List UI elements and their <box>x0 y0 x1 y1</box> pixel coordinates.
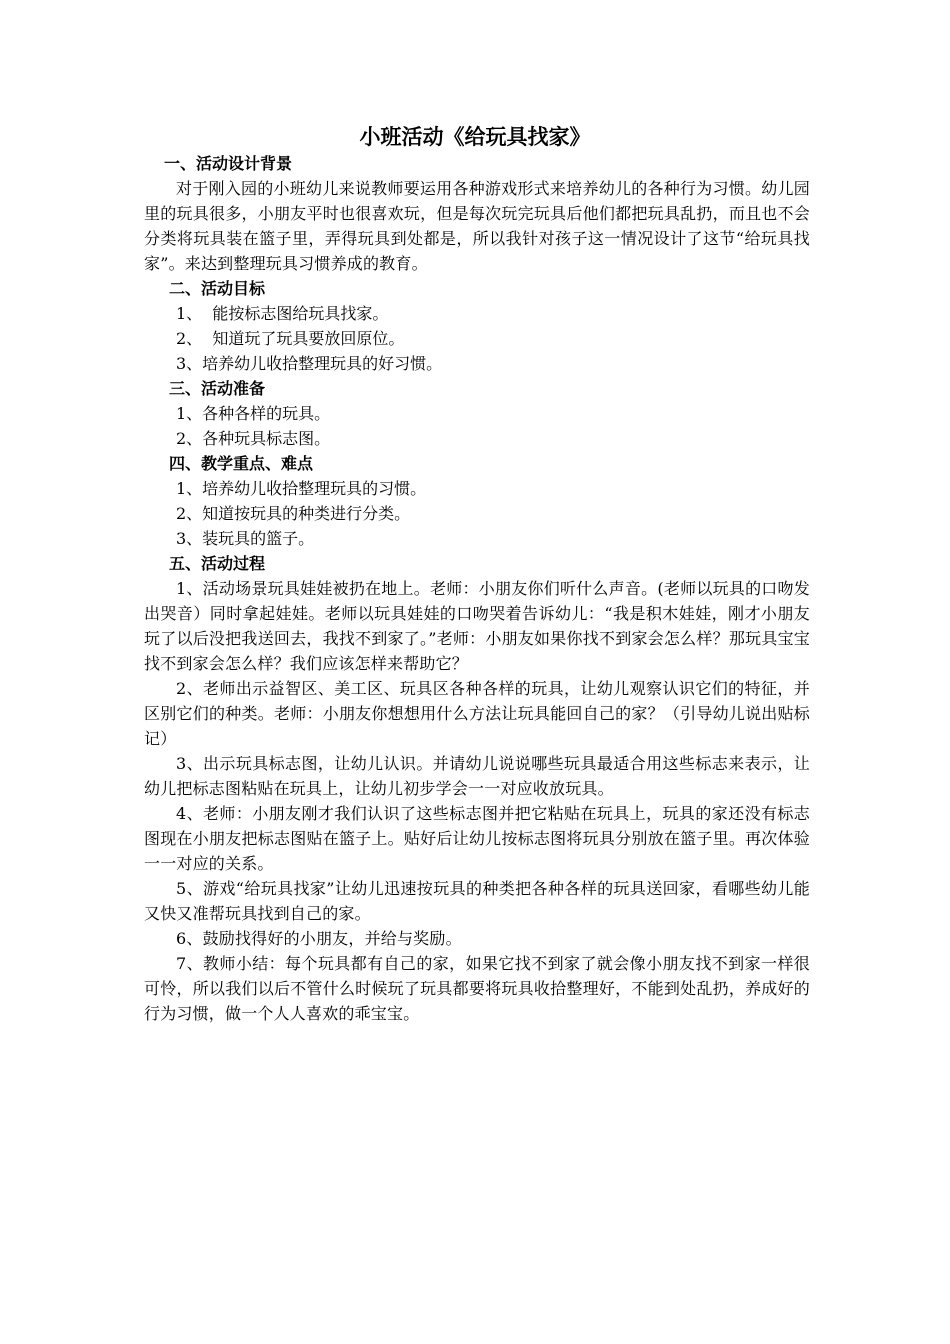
process-step: 4、老师：小朋友刚才我们认识了这些标志图并把它粘贴在玩具上，玩具的家还没有标志图现在小朋友把标志图贴在篮子上。贴好后让幼儿按标志图将玩具分别放在篮子里。再次体验一一对应的关系。 <box>144 804 810 873</box>
background-paragraph: 对于刚入园的小班幼儿来说教师要运用各种游戏形式来培养幼儿的各种行为习惯。幼儿园里的玩具很多，小朋友平时也很喜欢玩，但是每次玩完玩具后他们都把玩具乱扔，而且也不会分类将玩具装在篮子里，弄得玩具到处都是，所以我针对孩子这一情况设计了这节“给玩具找家”。来达到整理玩具习惯养成的教育。 <box>144 179 810 273</box>
section-heading-preparation: 三、活动准备 <box>169 379 266 398</box>
key-point-item: 2、知道按玩具的种类进行分类。 <box>176 504 411 523</box>
goal-item: 3、培养幼儿收拾整理玩具的好习惯。 <box>176 354 443 373</box>
process-step: 7、教师小结：每个玩具都有自己的家，如果它找不到家了就会像小朋友找不到家一样很可怜，所以我们以后不管什么时候玩了玩具都要将玩具收拾整理好，不能到处乱扔，养成好的行为习惯，做一个人人喜欢的乖宝宝。 <box>144 954 810 1023</box>
goal-item: 2、 知道玩了玩具要放回原位。 <box>176 329 405 348</box>
section-heading-process: 五、活动过程 <box>169 554 266 573</box>
preparation-item: 2、各种玩具标志图。 <box>176 429 331 448</box>
document-title: 小班活动《给玩具找家》 <box>359 125 591 149</box>
key-point-item: 3、装玩具的篮子。 <box>176 529 315 548</box>
section-heading-goals: 二、活动目标 <box>169 279 266 298</box>
goal-item: 1、 能按标志图给玩具找家。 <box>176 304 389 323</box>
process-step: 5、游戏“给玩具找家”让幼儿迅速按玩具的种类把各种各样的玩具送回家，看哪些幼儿能又快又准帮玩具找到自己的家。 <box>144 879 810 923</box>
key-point-item: 1、培养幼儿收拾整理玩具的习惯。 <box>176 479 427 498</box>
preparation-item: 1、各种各样的玩具。 <box>176 404 331 423</box>
process-step: 2、老师出示益智区、美工区、玩具区各种各样的玩具，让幼儿观察认识它们的特征，并区别它们的种类。老师：小朋友你想想用什么方法让玩具能回自己的家？（引导幼儿说出贴标记） <box>144 679 810 748</box>
process-step: 6、鼓励找得好的小朋友，并给与奖励。 <box>176 929 462 948</box>
document-body <box>144 151 810 1026</box>
section-heading-key-points: 四、教学重点、难点 <box>169 454 314 473</box>
section-heading-background: 一、活动设计背景 <box>164 154 293 173</box>
process-step: 1、活动场景玩具娃娃被扔在地上。老师：小朋友你们听什么声音。(老师以玩具的口吻发出哭音）同时拿起娃娃。老师以玩具娃娃的口吻哭着告诉幼儿：“我是积木娃娃，刚才小朋友玩了以后没把我送回去，我找不到家了。”老师：小朋友如果你找不到家会怎么样？那玩具宝宝找不到家会怎么样？我们应该怎样来帮助它？ <box>144 579 810 673</box>
process-step: 3、出示玩具标志图，让幼儿认识。并请幼儿说说哪些玩具最适合用这些标志来表示，让幼儿把标志图粘贴在玩具上，让幼儿初步学会一一对应收放玩具。 <box>144 754 810 798</box>
